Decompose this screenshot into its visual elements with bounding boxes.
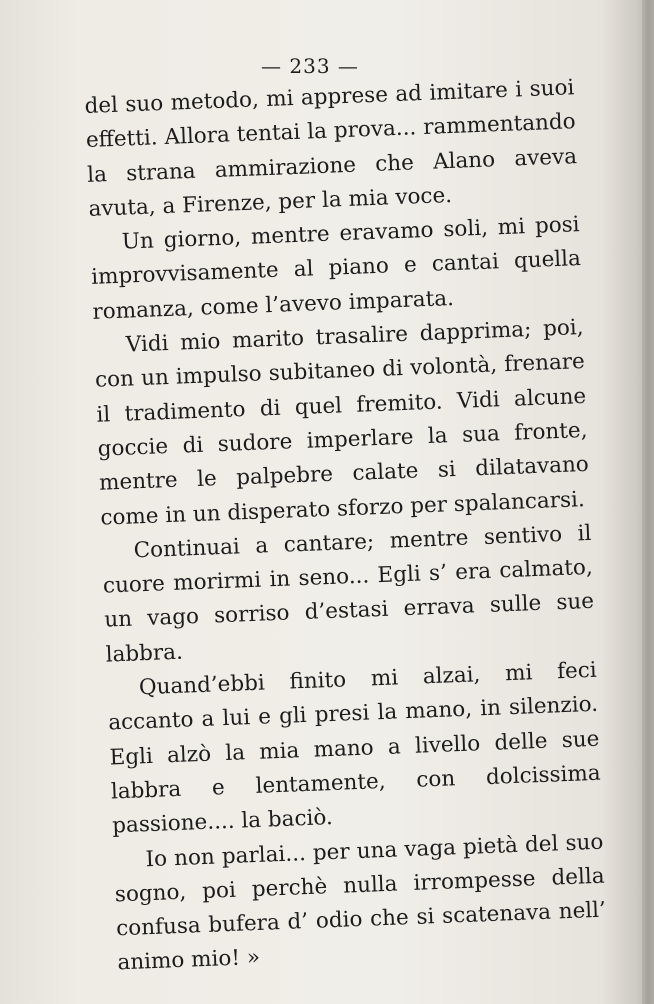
paragraph-1: del suo metodo, mi apprese ad imitare i suoi effetti. Allora tentai la prova... rammentando la strana ammirazione che Alano aveva avuta, a Firenze, per la mia voce. <box>84 75 578 222</box>
page-number: — 233 — <box>261 54 359 78</box>
page-text <box>84 71 608 981</box>
paragraph-4: Continuai a cantare; mentre sentivo il cuore morirmi in seno... Egli s’ era calmato, un vago sorriso d’estasi errava sulle sue labbra. <box>102 520 595 668</box>
page-spine-shadow <box>642 0 654 1004</box>
paragraph-3: Vidi mio marito trasalire dapprima; poi, con un impulso subitaneo di volontà, frenare il tradimento di quel fremito. Vidi alcune goccie di sudore imperlare la sua fronte, mentre le palpebre calate si dilatavano come in un disperato sforzo per spalancarsi. <box>94 315 590 531</box>
paragraph-5: Quand’ebbi finito mi alzai, mi feci accanto a lui e gli presi la mano, in silenzio. Egli alzò la mia mano a livello delle sue labbra e lentamente, con dolcissima passione.... la baciò. <box>107 657 602 839</box>
paragraph-6: Io non parlai... per una vaga pietà del suo sogno, poi perchè nulla irrompesse della confusa bufera d’ odio che si scatenava nell’ animo mio! » <box>114 829 607 976</box>
paragraph-2: Un giorno, mentre eravamo soli, mi posi improvvisamente al piano e cantai quella romanza, come l’avevo imparata. <box>90 212 582 325</box>
